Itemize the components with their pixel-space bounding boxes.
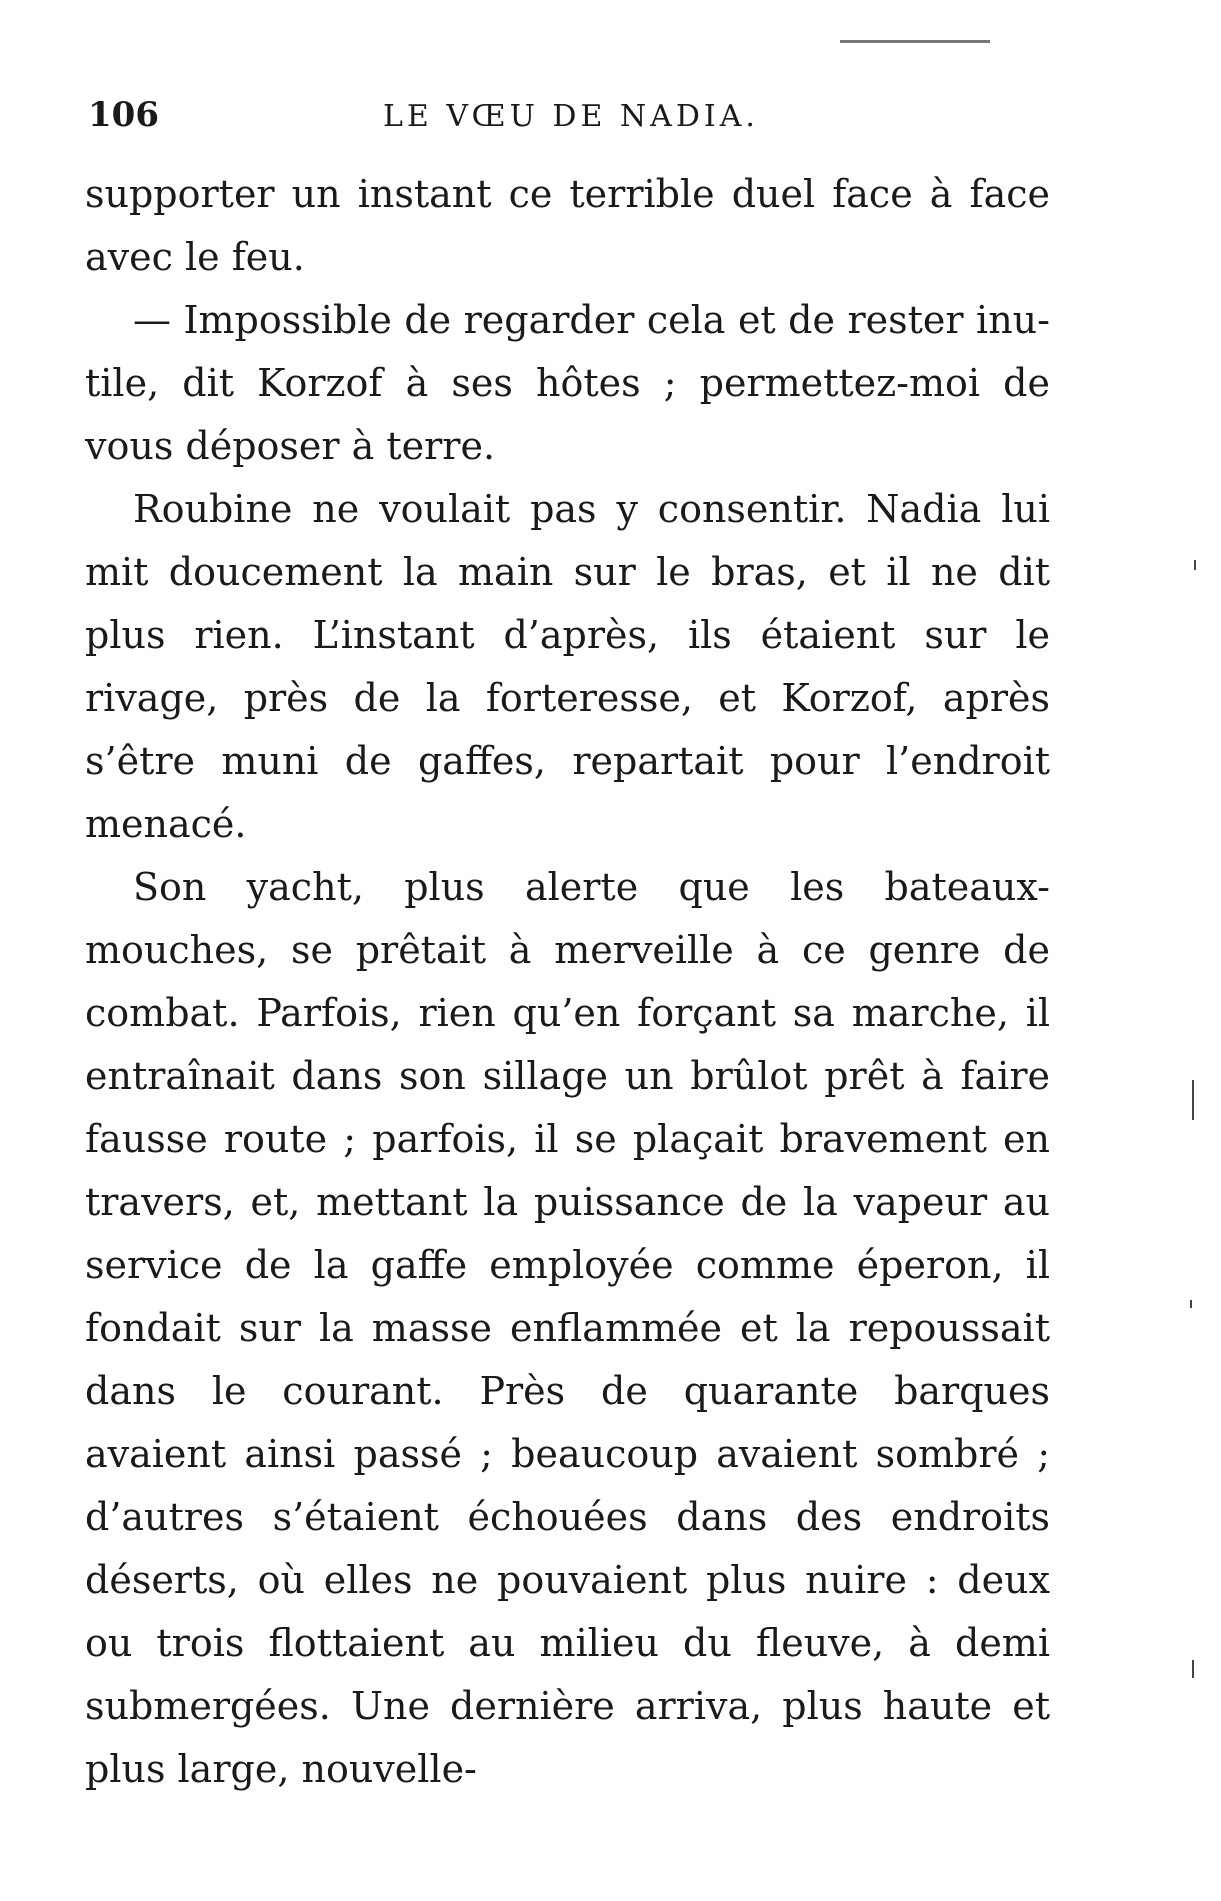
paragraph-1: supporter un instant ce terrible duel face à face avec le feu. — [85, 172, 1050, 279]
scan-speck — [1194, 560, 1196, 570]
body-text — [85, 163, 1050, 1801]
running-title: LE VŒU DE NADIA. — [383, 99, 759, 134]
scan-speck — [1190, 1300, 1192, 1308]
scan-speck — [1192, 1080, 1194, 1120]
scan-speck — [1192, 1660, 1194, 1678]
page-number: 106 — [88, 95, 159, 135]
paragraph-3: Roubine ne voulait pas y consentir. Nadia lui mit doucement la main sur le bras, et il ne dit plus rien. L’instant d’après, ils étaient sur le rivage, près de la forteresse, et Korzof, après s’être muni de gaffes, repartait pour l’endroit menacé. — [85, 487, 1050, 846]
page-header — [88, 95, 1048, 145]
paragraph-4: Son yacht, plus alerte que les bateaux-mouches, se prêtait à merveille à ce genre de combat. Parfois, rien qu’en forçant sa marche, il entraînait dans son sillage un brûlot prêt à faire fausse route ; parfois, il se plaçait bravement en travers, et, mettant la puissance de la vapeur au service de la gaffe employée comme éperon, il fondait sur la masse enflammée et la repoussait dans le courant. Près de quarante barques avaient ainsi passé ; beaucoup avaient sombré ; d’autres s’étaient échouées dans des endroits déserts, où elles ne pouvaient plus nuire : deux ou trois flottaient au milieu du fleuve, à demi submergées. Une dernière arriva, plus haute et plus large, nouvelle- — [85, 865, 1050, 1791]
scan-speck — [840, 40, 990, 43]
paragraph-2: — Impossible de regarder cela et de rester inutile, dit Korzof à ses hôtes ; permettez-moi de vous déposer à terre. — [85, 298, 1050, 468]
